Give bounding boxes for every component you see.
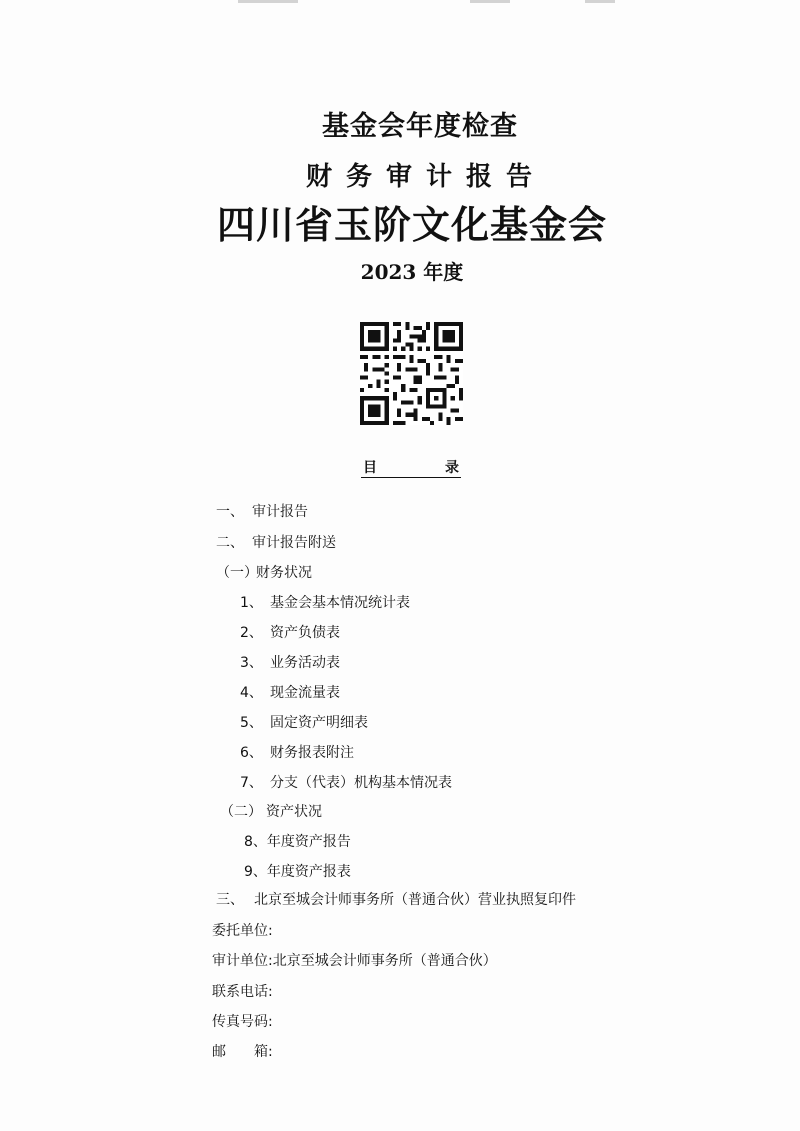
toc-item: 一、 审计报告 <box>216 504 308 520</box>
auditor-value: 北京至城会计师事务所（普通合伙） <box>272 953 497 969</box>
toc-heading <box>361 457 461 478</box>
mail-row <box>212 1043 273 1061</box>
organization-name: 四川省玉阶文化基金会 <box>216 203 607 247</box>
scan-artifact <box>470 0 510 3</box>
scan-artifact <box>238 0 298 3</box>
fax-row <box>212 1013 273 1031</box>
report-subtitle: 财务审计报告 <box>305 162 546 192</box>
phone-label: 联系电话: <box>212 984 273 1000</box>
toc-heading-left: 目 <box>363 460 377 476</box>
toc-item: 二、 审计报告附送 <box>216 535 336 551</box>
client-row <box>212 922 273 940</box>
scan-artifact <box>585 0 615 3</box>
report-type-title: 基金会年度检查 <box>322 111 518 142</box>
auditor-row <box>212 952 497 970</box>
toc-item: （二） 资产状况 <box>220 804 322 820</box>
toc-item: 5、 固定资产明细表 <box>240 715 368 731</box>
toc-heading-right: 录 <box>445 460 459 476</box>
toc-item: 3、 业务活动表 <box>240 655 340 671</box>
toc-item: 4、 现金流量表 <box>240 685 340 701</box>
report-year: 2023 年度 <box>360 260 464 284</box>
mail-label: 邮 箱: <box>212 1044 273 1060</box>
toc-item: 7、 分支（代表）机构基本情况表 <box>240 775 452 791</box>
qr-code-icon <box>360 322 463 425</box>
toc-item: 8、年度资产报告 <box>244 834 351 850</box>
client-label: 委托单位: <box>212 923 273 939</box>
auditor-label: 审计单位: <box>212 953 273 969</box>
toc-item: 6、 财务报表附注 <box>240 745 354 761</box>
toc-item: 9、年度资产报表 <box>244 864 351 880</box>
toc-item: 三、 北京至城会计师事务所（普通合伙）营业执照复印件 <box>216 892 576 908</box>
toc-item: 2、 资产负债表 <box>240 625 340 641</box>
toc-item: （一）财务状况 <box>216 565 312 581</box>
phone-row <box>212 983 273 1001</box>
toc-item: 1、 基金会基本情况统计表 <box>240 595 410 611</box>
fax-label: 传真号码: <box>212 1014 273 1030</box>
